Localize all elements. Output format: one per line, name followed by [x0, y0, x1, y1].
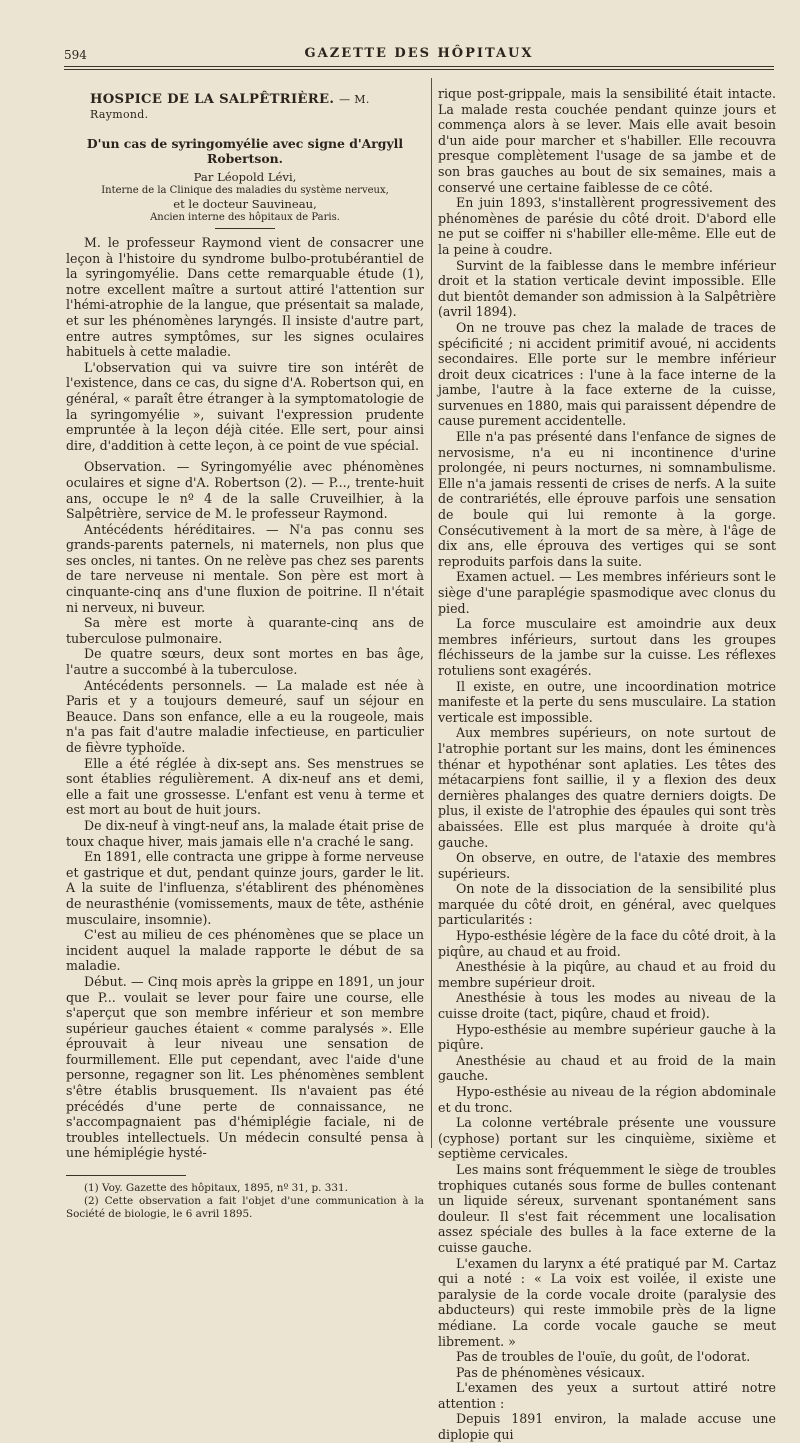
paragraph-mother: Sa mère est morte à quarante-cinq ans de tuberculose pulmonaire.: [66, 615, 424, 646]
hospital-name: HOSPICE DE LA SALPÊTRIÈRE.: [90, 92, 335, 107]
paragraph-cough: De dix-neuf à vingt-neuf ans, la malade était prise de toux chaque hiver, mais jamais elle n'a craché le sang.: [66, 817, 424, 849]
paragraph-menses: Elle a été réglée à dix-sept ans. Ses menstrues se sont établies régulièrement. A dix-neuf ans et demi, elle a fait une grossesse. L'enfant est venu à terme et est mort au bout de huit jours.: [66, 755, 424, 818]
paragraph-anesthesia-arm: Anesthésie à la piqûre, au chaud et au froid du membre supérieur droit.: [438, 959, 776, 990]
paragraph-diplopia: Depuis 1891 environ, la malade accuse une diplopie qui: [438, 1411, 776, 1443]
paragraph-upper-limbs: Aux membres supérieurs, on note surtout de l'atrophie portant sur les mains, dont les éminences thénar et hypothénar sont aplaties. Les têtes des métacarpiens font saillie, il y a flexion des deux dernières phalanges des quatre derniers doigts. De plus, il existe de l'atrophie des épaules qui sont très abaissées. Elle est plus marquée à droite qu'à gauche.: [438, 725, 776, 850]
paragraph-vesical: Pas de phénomènes vésicaux.: [456, 1364, 645, 1380]
paragraph-anesthesia-hand: Anesthésie au chaud et au froid de la main gauche.: [438, 1052, 776, 1084]
hospital-heading: [90, 92, 424, 122]
right-column: [438, 86, 776, 1443]
footnote-2: (2) Cette observation a fait l'objet d'une communication à la Société de biologie, le 6 avril 1895.: [66, 1195, 424, 1221]
paragraph-onset: Début. — Cinq mois après la grippe en 1891, un jour que P... voulait se lever pour faire une course, elle s'aperçut que son membre inférieur et son membre supérieur gauches étaient « comme paralysés ». Elle éprouvait à leur niveau une sensation de fourmillement. Elle put cependant, avec l'aide d'une personne, regagner son lit. Les phénomènes semblent s'être établis brusquement. Ils n'avaient pas été précédés d'une perte de connaissance, ne s'accompagnaient pas d'hémiplégie faciale, ni de troubles intellectuels. Un médecin consulté pensa à une hémiplégie hysté-: [66, 973, 424, 1161]
left-column: [66, 86, 424, 1221]
paragraph-trophic: Les mains sont fréquemment le siège de troubles trophiques cutanés sous forme de bulles contenant un liquide séreux, survenant spontanément sans douleur. Il s'est fait récemment une localisation assez spéciale des bulles à la face externe de la cuisse gauche.: [438, 1161, 776, 1255]
paragraph-intro: M. le professeur Raymond vient de consacrer une leçon à l'histoire du syndrome bulbo-protubérantiel de la syringomyélie. Dans cette remarquable étude (1), notre excellent maître a surtout attiré l'attention sur l'hémi-atrophie de la langue, que présentait sa malade, et sur les phénomènes laryngés. Il insiste d'autre part, entre autres symptômes, sur les signes oculaires habituels à cette maladie.: [66, 235, 424, 360]
paragraph-dissociation: On note de la dissociation de la sensibilité plus marquée du côté droit, en général, avec quelques particularités :: [438, 881, 776, 928]
paragraph-incident: C'est au milieu de ces phénomènes que se place un incident auquel la malade rapporte le début de sa maladie.: [66, 927, 424, 974]
paragraph-personal: Antécédents personnels. — La malade est née à Paris et y a toujours demeuré, sauf un séjour en Beauce. Dans son enfance, elle a eu la rougeole, mais n'a pas fait d'autre maladie infectieuse, en particulier de fièvre typhoïde.: [66, 677, 424, 755]
header-rule-bottom: [64, 69, 774, 70]
paragraph-specificity: On ne trouve pas chez la malade de traces de spécificité ; ni accident primitif avoué, ni accidents secondaires. Elle porte sur le membre inférieur droit deux cicatrices : l'une à la face interne de la jambe, l'autre à la face externe de la cuisse, survenues en 1880, mais qui paraissent dépendre de cause purement accidentelle.: [438, 319, 776, 429]
paragraph-incoordination: Il existe, en outre, une incoordination motrice manifeste et la perte du sens musculaire. La station verticale est impossible.: [438, 678, 776, 725]
author-1: Par Léopold Lévi,: [193, 170, 297, 184]
paragraph-continuation: rique post-grippale, mais la sensibilité était intacte. La malade resta couchée pendant quinze jours et commença alors à se lever. Mais elle avait besoin d'un aide pour marcher et s'habiller. Elle recouvra presque complètement l'usage de sa jambe et de son bras gauches au bout de six semaines, mais a conservé une certaine faiblesse de ce côté.: [438, 86, 776, 195]
paragraph-weakness: Survint de la faiblesse dans le membre inférieur droit et la station verticale devint impossible. Elle dut bientôt demander son admission à la Salpêtrière (avril 1894).: [438, 257, 776, 320]
paragraph-june-1893: En juin 1893, s'installèrent progressivement des phénomènes de parésie du côté droit. D'abord elle ne put se coiffer ni s'habiller elle-même. Elle eut de la peine à coudre.: [438, 195, 776, 257]
paragraph-ataxia: On observe, en outre, de l'ataxie des membres supérieurs.: [438, 850, 776, 881]
article-title: D'un cas de syringomyélie avec signe d'Argyll Robertson.: [86, 136, 404, 166]
page-header: [64, 44, 774, 64]
paragraph-current-exam: Examen actuel. — Les membres inférieurs sont le siège d'une paraplégie spasmodique avec clonus du pied.: [438, 569, 776, 616]
title-separator: [215, 228, 275, 229]
paragraph-senses: Pas de troubles de l'ouïe, du goût, de l'odorat.: [456, 1349, 751, 1365]
author-1-role: Interne de la Clinique des maladies du système nerveux,: [101, 185, 389, 196]
paragraph-hypo-face: Hypo-esthésie légère de la face du côté droit, à la piqûre, au chaud et au froid.: [438, 928, 776, 959]
journal-title: GAZETTE DES HÔPITAUX: [304, 46, 534, 61]
column-divider: [431, 78, 432, 1148]
paragraph-hypo-trunk: Hypo-esthésie au niveau de la région abdominale et du tronc.: [438, 1084, 776, 1115]
paragraph-hypo-left-arm: Hypo-esthésie au membre supérieur gauche à la piqûre.: [438, 1021, 776, 1053]
author-2-role: Ancien interne des hôpitaux de Paris.: [150, 212, 340, 223]
paragraph-anesthesia-thigh: Anesthésie à tous les modes au niveau de la cuisse droite (tact, piqûre, chaud et froid).: [438, 990, 776, 1022]
page-number: 594: [64, 48, 87, 62]
paragraph-observation: Observation. — Syringomyélie avec phénomènes oculaires et signe d'A. Robertson (2). — P..., trente-huit ans, occupe le nº 4 de la salle Cruveilhier, à la Salpêtrière, service de M. le professeur Raymond.: [66, 459, 424, 522]
footnote-1: (1) Voy. Gazette des hôpitaux, 1895, nº 31, p. 331.: [84, 1182, 348, 1195]
footnote-rule: [66, 1175, 186, 1176]
paragraph-hereditary: Antécédents héréditaires. — N'a pas connu ses grands-parents paternels, ni maternels, non plus que ses oncles, ni tantes. On ne relève pas chez ses parents de tare nerveuse ni mentale. Son père est mort à cinquante-cinq ans d'une fluxion de poitrine. Il n'était ni nerveux, ni buveur.: [66, 521, 424, 615]
hospital-chief: — M. Raymond.: [90, 93, 370, 121]
paragraph-observation-interest: L'observation qui va suivre tire son intérêt de l'existence, dans ce cas, du signe d'A. Robertson qui, en général, « paraît être étranger à la symptomatologie de la syringomyélie », suivant l'expression prudente empruntée à la leçon déjà citée. Elle sert, pour ainsi dire, d'addition à cette leçon, à ce point de vue spécial.: [66, 359, 424, 453]
header-rule-top: [64, 66, 774, 67]
paragraph-eyes: L'examen des yeux a surtout attiré notre attention :: [438, 1380, 776, 1411]
paragraph-grippe: En 1891, elle contracta une grippe à forme nerveuse et gastrique et dut, pendant quinze jours, garder le lit. A la suite de l'influenza, s'établirent des phénomènes de neurasthénie (vomissements, maux de tête, asthénie musculaire, insomnie).: [66, 849, 424, 927]
author-2: et le docteur Sauvineau,: [173, 197, 317, 211]
paragraph-spine: La colonne vertébrale présente une voussure (cyphose) portant sur les cinquième, sixième et septième cervicales.: [438, 1115, 776, 1162]
paragraph-nervosism: Elle n'a pas présenté dans l'enfance de signes de nervosisme, n'a eu ni incontinence d'urine prolongée, ni peurs nocturnes, ni somnambulisme. Elle n'a jamais ressenti de crises de nerfs. A la suite de contrariétés, elle éprouve parfois une sensation de boule qui lui remonte à la gorge. Consécutivement à la mort de sa mère, à l'âge de dix ans, elle éprouva des vertiges qui se sont reproduits parfois dans la suite.: [438, 429, 776, 569]
paragraph-larynx: L'examen du larynx a été pratiqué par M. Cartaz qui a noté : « La voix est voilée, il existe une paralysie de la corde vocale droite (paralysie des abducteurs) qui reste immobile près de la ligne médiane. La corde vocale gauche se meut librement. »: [438, 1255, 776, 1349]
paragraph-sisters: De quatre sœurs, deux sont mortes en bas âge, l'autre a succombé à la tuberculose.: [66, 646, 424, 678]
paragraph-muscular-force: La force musculaire est amoindrie aux deux membres inférieurs, surtout dans les groupes fléchisseurs de la jambe sur la cuisse. Les réflexes rotuliens sont exagérés.: [438, 616, 776, 678]
